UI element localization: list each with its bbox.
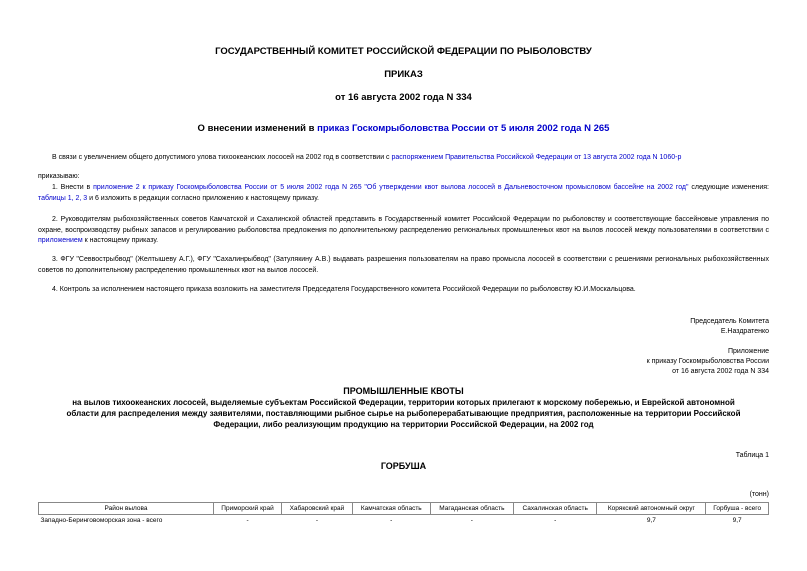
cell: 9,7 xyxy=(646,517,656,524)
signature-name: Е.Наздратенко xyxy=(720,328,769,335)
intro-link[interactable]: распоряжением Правительства Российской Федерации от 13 августа 2002 года N 1060-р xyxy=(391,154,682,161)
doc-type: ПРИКАЗ xyxy=(384,69,423,80)
item-1-link-appendix[interactable]: приложение 2 к приказу Госкомрыболовства России от 5 июля 2002 года N 265 "Об утверждении квот вылова лососей в Дальневосточном промысловом бассейне на 2002 год" xyxy=(93,184,689,191)
item-2-text-b: к настоящему приказу. xyxy=(82,237,159,244)
col-kamchatka: Камчатская область xyxy=(352,503,430,515)
item-1-text-a: 1. Внести в xyxy=(52,184,94,191)
appendix-label: Приложение xyxy=(727,348,769,355)
col-district: Район вылова xyxy=(39,503,214,515)
item-2 xyxy=(38,215,769,247)
col-primorsky: Приморский край xyxy=(214,503,282,515)
col-magadan: Магаданская область xyxy=(430,503,513,515)
order-word: приказываю: xyxy=(38,173,80,180)
appendix-ref: к приказу Госкомрыболовства России xyxy=(646,358,769,365)
cell: - xyxy=(554,517,557,524)
intro-text: В связи с увеличением общего допустимого улова тихоокеанских лососей на 2002 год в соответствии с xyxy=(52,154,392,161)
col-total: Горбуша - всего xyxy=(706,503,769,515)
item-2-link[interactable]: приложением xyxy=(38,237,83,244)
item-1 xyxy=(38,183,769,204)
col-sakhalin: Сахалинская область xyxy=(513,503,596,515)
col-khabarovsk: Хабаровский край xyxy=(282,503,353,515)
quotas-title: ПРОМЫШЛЕННЫЕ КВОТЫ xyxy=(343,386,464,396)
intro-paragraph xyxy=(38,153,769,164)
item-1-text-b: следующие изменения: xyxy=(688,184,770,191)
cell: - xyxy=(470,517,473,524)
item-1-link-tables[interactable]: таблицы 1, 2, 3 xyxy=(38,194,88,202)
doc-date-number: от 16 августа 2002 года N 334 xyxy=(335,92,472,103)
item-1-text-c: и 6 изложить в редакции согласно приложению к настоящему приказу. xyxy=(87,194,319,202)
item-2-text-a: 2. Руководителям рыбохозяйственных советов Камчатской и Сахалинской областей представить в Государственный комитет Российской Федерации по рыболовству и соответствующие бассейновые управления по охране, воспроизводству рыбных запасов и регулированию рыболовства предложения по дополнительному распределению региональных промышленных квот на вылов лососей между пользователями в соответствии с xyxy=(38,216,769,234)
table-number: Таблица 1 xyxy=(735,452,769,459)
doc-subject xyxy=(0,123,807,134)
row-district: Западно-Беринговоморская зона - всего xyxy=(40,517,163,524)
table-header-row xyxy=(39,503,769,515)
appendix-date: от 16 августа 2002 года N 334 xyxy=(672,368,769,375)
subject-prefix: О внесении изменений в xyxy=(197,123,318,134)
table-row xyxy=(39,515,769,527)
committee-title: ГОСУДАРСТВЕННЫЙ КОМИТЕТ РОССИЙСКОЙ ФЕДЕРАЦИИ ПО РЫБОЛОВСТВУ xyxy=(215,46,592,57)
cell: 9,7 xyxy=(732,517,742,524)
quota-table xyxy=(38,502,769,526)
signature-block xyxy=(690,317,769,337)
cell: - xyxy=(315,517,318,524)
species-title: ГОРБУША xyxy=(380,461,427,471)
table-unit: (тонн) xyxy=(749,491,769,498)
item-3: 3. ФГУ "Севвострыбвод" (Желтышеву А.Г.), ФГУ "Сахалинрыбвод" (Затулякину А.В.) выдавать разрешения пользователям на право промысла лососей в соответствии с решениями региональных рыбохозяйственных советов по дополнительному распределению промышленных квот на вылов лососей. xyxy=(38,256,769,274)
cell: - xyxy=(390,517,393,524)
item-4: 4. Контроль за исполнением настоящего приказа возложить на заместителя Председателя Государственного комитета Российской Федерации по рыболовству Ю.И.Москальцова. xyxy=(52,286,636,293)
signature-title: Председатель Комитета xyxy=(690,318,769,325)
appendix-block xyxy=(647,347,769,377)
cell: - xyxy=(246,517,249,524)
quotas-description: на вылов тихоокеанских лососей, выделяемые субъектам Российской Федерации, территории которых прилегают к морскому побережью, и Еврейской автономной области для распределения между заявителями, поставляющими рыбное сырье на рыбоперерабатывающие предприятия, расположенные на территории Российской Федерации, либо реализующим продукцию на территории Российской Федерации, на 2002 год xyxy=(66,398,741,429)
col-koryak: Корякский автономный округ xyxy=(597,503,706,515)
subject-link[interactable]: приказ Госкомрыболовства России от 5 июля 2002 года N 265 xyxy=(317,123,610,134)
